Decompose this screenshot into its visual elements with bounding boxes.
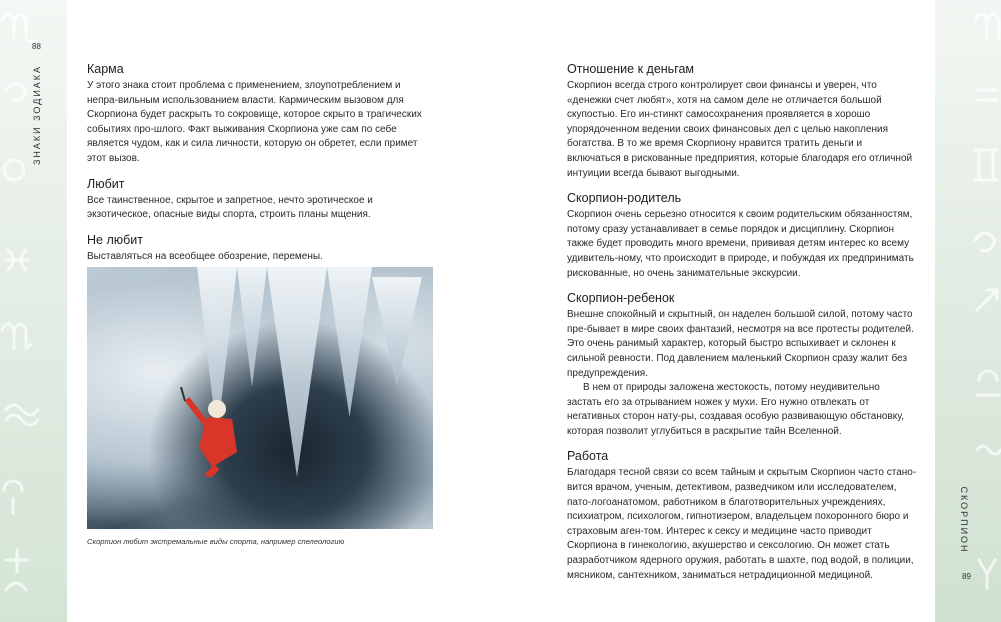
- running-header-left: ЗНАКИ ЗОДИАКА: [32, 64, 42, 166]
- section-dislikes: [87, 233, 432, 265]
- section-body: Скорпион всегда строго контролирует свои финансы и уверен, что «денежки счет любят», хотя на самом деле не отличается большой скупостью. Его ин-стинкт самосохранения проявляется в хорошо упорядоченном ведении своих финансовых дел с целью накопления богатства. В то же время Скорпиону нравится тратить деньги и включаться в рискованные предприятия, которые благодаря его отличной интуиции всегда бывают выгодными.: [567, 80, 913, 179]
- photo-caption: Скорпион любит экстремальные виды спорта, например спелеологию: [87, 537, 345, 546]
- section-money: [567, 62, 917, 181]
- climber-figure: [177, 387, 257, 477]
- section-child: [567, 291, 917, 439]
- section-heading: Отношение к деньгам: [567, 62, 695, 76]
- section-body: Внешне спокойный и скрытный, он наделен большой силой, потому часто пре-бывает в мире своих фантазий, несмотря на все протесты родителей. Это очень ранимый характер, который быстро вспыхивает и склонен к сильной ревности. Под давлением маленький Скорпион сразу жалит без предупреждения.: [567, 309, 914, 379]
- section-body: У этого знака стоит проблема с применением, злоупотреблением и непра-вильным использованием власти. Кармическим вызовом для Скорпиона будет раскрыть то сокровище, которое скрыто в трагических событиях про-шлого. Факт выживания Скорпиона уже сам по себе является чудом, как и сила личности, которую он обретет, если примет этот вызов.: [87, 80, 422, 164]
- section-karma: [87, 62, 432, 167]
- section-heading: Работа: [567, 449, 609, 464]
- section-heading: Не любит: [87, 232, 143, 247]
- section-body: Скорпион очень серьезно относится к своим родительским обязанностям, потому сразу устанавливает в семье порядок и дисциплину. Скорпион также будет проводить много времени, прививая детям интерес ко всему удивитель-ному, что происходит в природе, и побуждая их предпринимать рискованные, но очень занимательные экскурсии.: [567, 209, 914, 279]
- section-heading: Любит: [87, 176, 125, 191]
- section-parent: [567, 191, 917, 281]
- section-body: Благодаря тесной связи со всем тайным и скрытым Скорпион часто стано-вится врачом, ученым, детективом, разведчиком или исследователем, пато-логоанатомом, работником в благотворительных учреждениях, психиатром, психологом, гипнотизером, владельцем похоронного бюро и страховым аген-том. Интерес к сексу и медицине часто приводит Скорпиона в гинекологию, акушерство и сексологию. Он может стать разработчиком ядерного оружия, работать в шахте, под водой, в полиции, мясником, сантехником, заниматься нетрадиционной медициной.: [567, 467, 917, 581]
- page-number-left: 88: [32, 42, 41, 51]
- section-likes: [87, 177, 432, 223]
- running-header-right: СКОРПИОН: [959, 486, 969, 554]
- section-work: [567, 449, 917, 583]
- section-body-paragraph-2: В нем от природы заложена жестокость, потому неудивительно застать его за отрыванием ножек у мухи. Его нужно отвлекать от негативных сторон нату-ры, создавая особую развивающую обстановку, которая позволит углубиться в раскрытие тайн Вселенной.: [567, 382, 905, 437]
- section-heading: Карма: [87, 62, 124, 76]
- page-number-right: 89: [962, 572, 971, 581]
- left-column: [87, 62, 432, 274]
- section-heading: Скорпион-родитель: [567, 191, 682, 206]
- section-body: Выставляться на всеобщее обозрение, перемены.: [87, 250, 323, 262]
- right-column: [567, 62, 917, 593]
- section-heading: Скорпион-ребенок: [567, 291, 675, 306]
- ice-cave-climber-photo: [87, 267, 433, 529]
- section-body: Все таинственное, скрытое и запретное, нечто эротическое и экзотическое, опасные виды спорта, строить планы мщения.: [87, 194, 373, 221]
